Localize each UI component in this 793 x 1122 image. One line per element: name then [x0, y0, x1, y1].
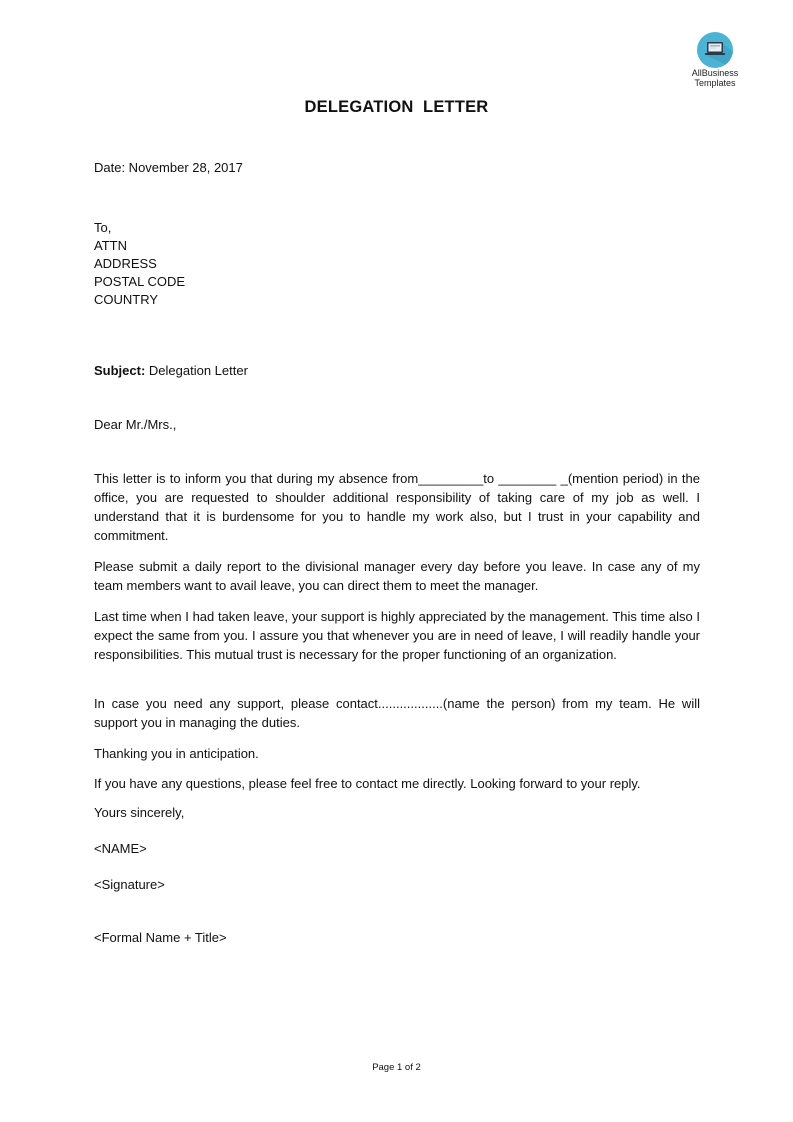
recipient-to: To,: [94, 220, 112, 235]
allbusiness-templates-logo: [680, 32, 750, 88]
recipient-attn: ATTN: [94, 238, 127, 253]
recipient-address: ADDRESS: [94, 256, 157, 271]
logo-text-line2: Templates: [694, 78, 736, 88]
salutation: Dear Mr./Mrs.,: [94, 417, 177, 432]
paragraph-4: In case you need any support, please contact..................(name the person) from my team. He will support you in managing the duties.: [94, 696, 700, 730]
closing: Yours sincerely,: [94, 805, 185, 820]
recipient-block: [94, 219, 185, 309]
paragraph-2: Please submit a daily report to the divisional manager every day before you leave. In case any of my team members want to avail leave, you can direct them to meet the manager.: [94, 559, 700, 593]
recipient-country: COUNTRY: [94, 292, 159, 307]
subject-value: Delegation Letter: [145, 363, 248, 378]
document-title: DELEGATION LETTER: [304, 98, 489, 116]
letter-date: Date: November 28, 2017: [94, 160, 243, 175]
paragraph-1: This letter is to inform you that during my absence from_________to ________ _(mention period) in the office, you are requested to shoulder additional responsibility of taking care of my job as well. I understand that it is burdensome for you to handle my work also, but I trust in your capability and commitment.: [94, 471, 700, 543]
signature-name: <NAME>: [94, 841, 147, 856]
laptop-icon: [697, 32, 733, 68]
subject-line: [94, 362, 248, 380]
page-number: Page 1 of 2: [372, 1062, 421, 1073]
recipient-postal-code: POSTAL CODE: [94, 274, 186, 289]
paragraph-6: If you have any questions, please feel free to contact me directly. Looking forward to your reply.: [94, 776, 641, 791]
paragraph-3: Last time when I had taken leave, your support is highly appreciated by the management. This time also I expect the same from you. I assure you that whenever you are in need of leave, I will readily handle your responsibilities. This mutual trust is necessary for the proper functioning of an organization.: [94, 609, 700, 662]
subject-label: Subject:: [94, 363, 146, 378]
formal-name-title: <Formal Name + Title>: [94, 930, 227, 945]
logo-text-line1: AllBusiness: [691, 68, 739, 78]
paragraph-5: Thanking you in anticipation.: [94, 746, 259, 761]
signature-placeholder: <Signature>: [94, 877, 165, 892]
